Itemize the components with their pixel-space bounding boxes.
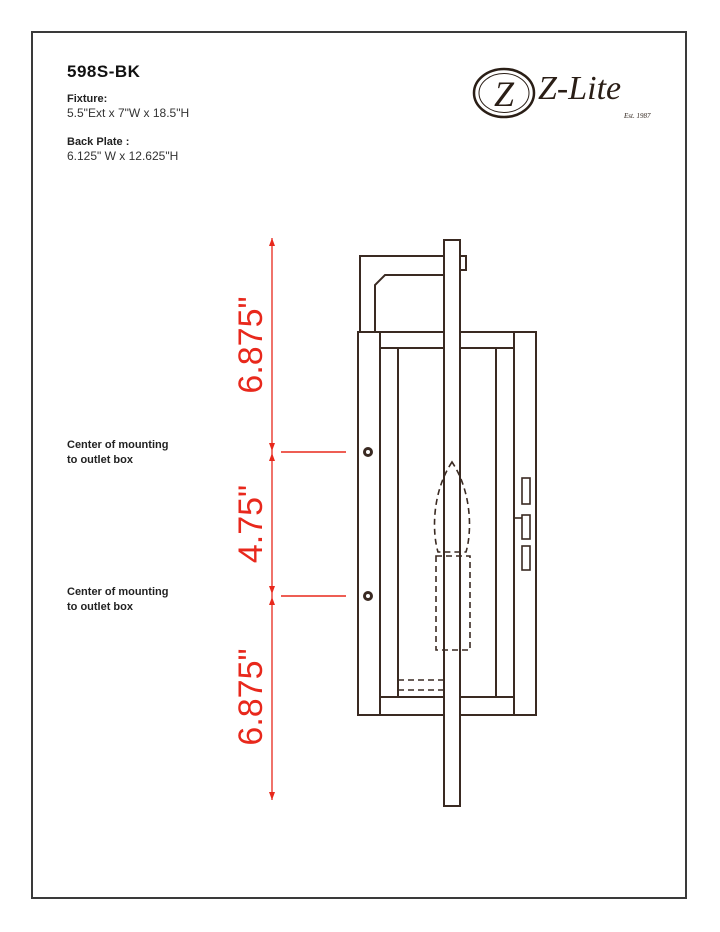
arrow-bottom-icon: [269, 792, 275, 800]
mount-callout-upper-line1: Center of mounting: [67, 439, 169, 451]
fixture-outline: [358, 240, 536, 806]
brand-name: Z-Lite: [538, 70, 622, 107]
brand-monogram-icon: [474, 69, 534, 117]
brand-established: Est. 1987: [624, 112, 651, 120]
backplate-dimensions: 6.125" W x 12.625"H: [67, 149, 179, 163]
dimension-lines: [269, 238, 346, 800]
dimension-bottom-label: 6.875": [232, 648, 270, 746]
dimension-middle-label: 4.75": [232, 484, 270, 564]
back-plate-knob: [460, 256, 466, 270]
dimension-top-label: 6.875": [232, 296, 270, 394]
backplate-label: Back Plate :: [67, 136, 130, 148]
fixture-arm-inner: [375, 275, 444, 332]
mount-callout-lower-line2: to outlet box: [67, 601, 133, 613]
fixture-arm-outer: [360, 256, 444, 332]
brand-monogram-letter: Z: [493, 74, 515, 114]
fixture-dimensions: 5.5"Ext x 7"W x 18.5"H: [67, 106, 190, 120]
product-sku: 598S-BK: [67, 62, 141, 81]
arrow-lower-mount-bottom-icon: [269, 597, 275, 605]
mount-callout-upper-line2: to outlet box: [67, 454, 133, 466]
fixture-label: Fixture:: [67, 93, 108, 105]
door-latch-icon: [514, 478, 530, 570]
arrow-top-icon: [269, 238, 275, 246]
arrow-upper-mount-top-icon: [269, 443, 275, 451]
arrow-upper-mount-bottom-icon: [269, 453, 275, 461]
mounting-screws: [363, 447, 373, 601]
mount-callout-lower-line1: Center of mounting: [67, 586, 169, 598]
back-plate: [444, 240, 460, 806]
arrow-lower-mount-top-icon: [269, 586, 275, 594]
